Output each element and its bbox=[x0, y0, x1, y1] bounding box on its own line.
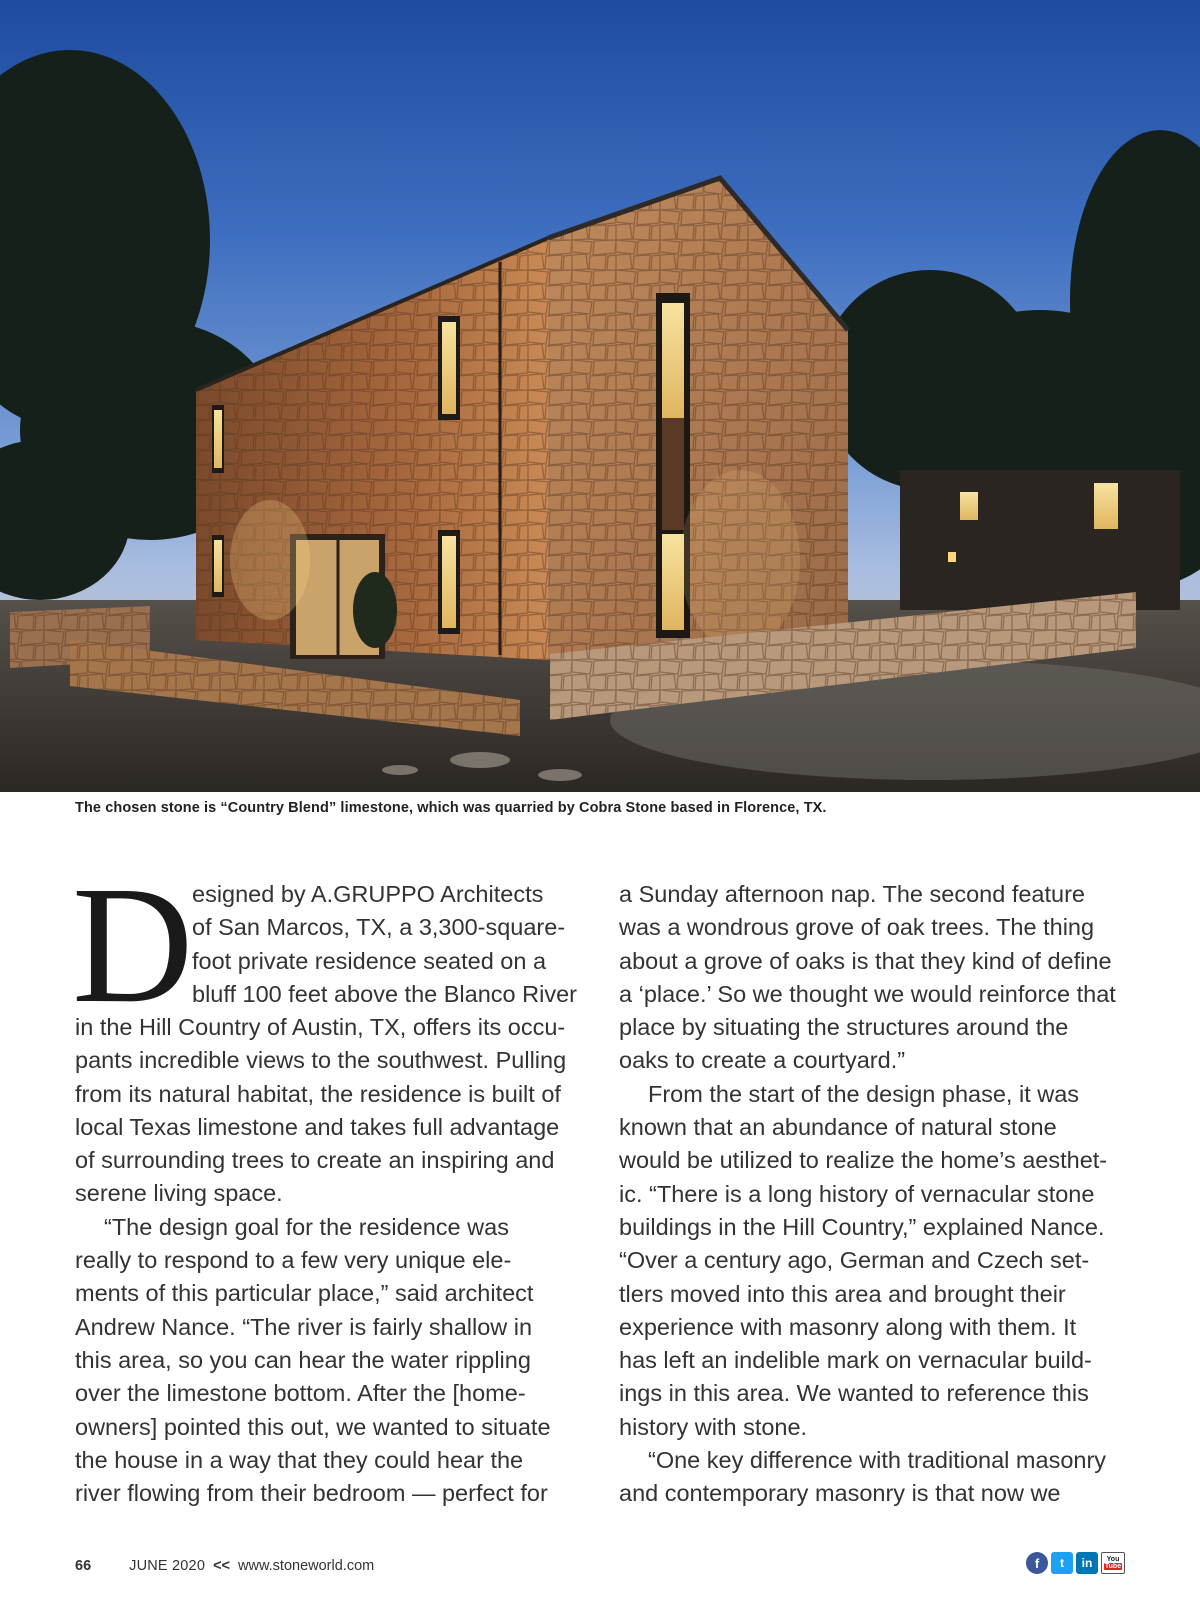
text-line: really to respond to a few very unique ele- bbox=[75, 1247, 512, 1274]
text-line: from its natural habitat, the residence is built of bbox=[75, 1080, 561, 1107]
article-column-right bbox=[619, 878, 1129, 1511]
hero-photo bbox=[0, 0, 1200, 792]
page-footer bbox=[75, 1555, 374, 1577]
text-line: Andrew Nance. “The river is fairly shallow in bbox=[75, 1313, 533, 1340]
text-line: tlers moved into this area and brought their bbox=[619, 1280, 1066, 1307]
intro-paragraph bbox=[75, 1011, 575, 1211]
text-line: a Sunday afternoon nap. The second feature bbox=[619, 881, 1085, 907]
text-line: pants incredible views to the southwest. Pulling bbox=[75, 1047, 567, 1074]
stone-house-illustration bbox=[0, 0, 1200, 792]
issue-date: JUNE 2020 bbox=[129, 1558, 206, 1574]
text-line: experience with masonry along with them. It bbox=[619, 1313, 1077, 1340]
text-line: history with stone. bbox=[619, 1413, 808, 1440]
text-line: of surrounding trees to create an inspiring and bbox=[75, 1147, 555, 1174]
text-line: bluff 100 feet above the Blanco River bbox=[192, 980, 577, 1007]
design-phase-paragraph bbox=[619, 1078, 1129, 1444]
text-line: would be utilized to realize the home’s aesthet- bbox=[619, 1147, 1108, 1174]
page-number: 66 bbox=[75, 1558, 92, 1574]
youtube-icon-tube: Tube bbox=[1104, 1563, 1122, 1570]
quote-paragraph bbox=[75, 1211, 575, 1511]
text-line: a ‘place.’ So we thought we would reinforce that bbox=[619, 980, 1116, 1007]
quote-continuation-paragraph bbox=[619, 878, 1129, 1078]
chevron-left-icon: << bbox=[213, 1558, 231, 1574]
twitter-icon[interactable]: t bbox=[1051, 1552, 1073, 1574]
social-icons bbox=[1026, 1552, 1125, 1574]
text-line: of San Marcos, TX, a 3,300-square- bbox=[192, 914, 566, 941]
text-line: buildings in the Hill Country,” explained Nance. bbox=[619, 1213, 1105, 1240]
text-line: owners] pointed this out, we wanted to situate bbox=[75, 1413, 551, 1440]
youtube-icon-text: You bbox=[1106, 1556, 1120, 1563]
text-line: esigned by A.GRUPPO Architects bbox=[192, 881, 544, 907]
text-line: was a wondrous grove of oak trees. The thing bbox=[619, 914, 1095, 941]
text-line: foot private residence seated on a bbox=[192, 947, 547, 974]
text-line: “Over a century ago, German and Czech set- bbox=[619, 1247, 1090, 1274]
text-line: “One key difference with traditional masonry bbox=[648, 1447, 1107, 1474]
text-line: has left an indelible mark on vernacular build- bbox=[619, 1347, 1092, 1374]
text-line: local Texas limestone and takes full advantage bbox=[75, 1113, 560, 1140]
text-line: this area, so you can hear the water rippling bbox=[75, 1346, 531, 1373]
text-line: oaks to create a courtyard.” bbox=[619, 1047, 906, 1074]
linkedin-icon[interactable]: in bbox=[1076, 1552, 1098, 1574]
website-link[interactable]: www.stoneworld.com bbox=[238, 1558, 375, 1574]
text-line: and contemporary masonry is that now we bbox=[619, 1480, 1061, 1507]
masonry-paragraph bbox=[619, 1444, 1129, 1511]
youtube-icon[interactable] bbox=[1101, 1552, 1125, 1574]
text-line: serene living space. bbox=[75, 1180, 283, 1207]
text-line: river flowing from their bedroom — perfect for bbox=[75, 1480, 548, 1507]
text-line: about a grove of oaks is that they kind of define bbox=[619, 947, 1112, 974]
text-line: over the limestone bottom. After the [home- bbox=[75, 1380, 526, 1407]
photo-caption: The chosen stone is “Country Blend” limestone, which was quarried by Cobra Stone based in Florence, TX. bbox=[75, 800, 827, 816]
text-line: ings in this area. We wanted to reference this bbox=[619, 1380, 1089, 1407]
facebook-icon[interactable]: f bbox=[1026, 1552, 1048, 1574]
text-line: in the Hill Country of Austin, TX, offers its occu- bbox=[75, 1014, 566, 1040]
article-column-left bbox=[72, 852, 577, 1510]
drop-cap: D bbox=[72, 852, 194, 1038]
text-line: the house in a way that they could hear the bbox=[75, 1446, 524, 1473]
text-line: ic. “There is a long history of vernacular stone bbox=[619, 1180, 1095, 1207]
text-line: “The design goal for the residence was bbox=[104, 1213, 509, 1240]
text-line: ments of this particular place,” said architect bbox=[75, 1280, 534, 1307]
text-line: place by situating the structures around the bbox=[619, 1014, 1069, 1041]
text-line: From the start of the design phase, it was bbox=[648, 1080, 1080, 1107]
text-line: known that an abundance of natural stone bbox=[619, 1114, 1057, 1141]
